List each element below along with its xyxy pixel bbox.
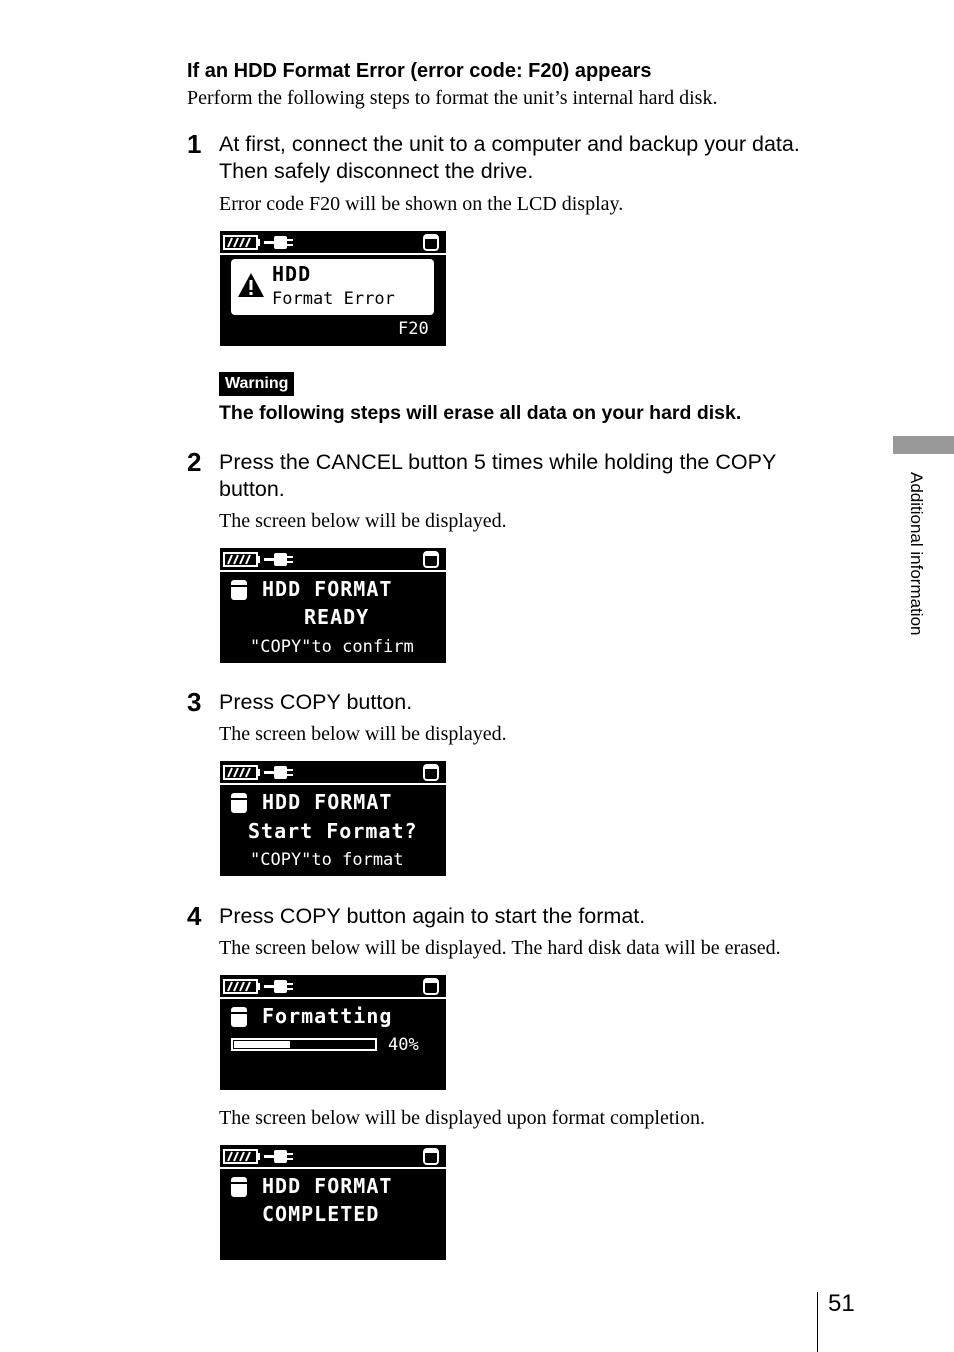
warning-badge: Warning: [219, 372, 294, 396]
lcd-divider: [220, 253, 446, 255]
warning-triangle-icon: [236, 271, 266, 299]
step-4-note: The screen below will be displayed. The hard disk data will be erased.: [219, 937, 781, 959]
lcd-error-line2: Format Error: [272, 289, 395, 309]
step-3-number: 3: [187, 687, 202, 717]
hdd-icon: [424, 552, 438, 567]
usb-plug-icon: [264, 980, 293, 993]
warning-text: The following steps will erase all data on your hard disk.: [219, 402, 742, 424]
hdd-icon: [230, 792, 248, 814]
lcd-ready-line3: "COPY"to confirm: [250, 637, 414, 657]
hdd-icon: [424, 765, 438, 780]
hdd-icon: [230, 579, 248, 601]
lcd-status-bar: [220, 1145, 446, 1167]
battery-icon: [224, 236, 260, 249]
page-number-rule: [817, 1292, 818, 1352]
hdd-icon: [424, 1149, 438, 1164]
lcd-divider: [220, 783, 446, 785]
lcd-completed-line1: HDD FORMAT: [262, 1174, 393, 1198]
step-2-line1: Press the CANCEL button 5 times while holding the COPY: [219, 450, 777, 474]
hdd-icon: [230, 1006, 248, 1028]
section-tab-marker: [893, 436, 954, 454]
lcd-status-bar: [220, 548, 446, 570]
step-4-line1: Press COPY button again to start the format.: [219, 904, 646, 928]
section-side-label: Additional information: [907, 472, 926, 636]
lcd-screen-formatting: [220, 975, 446, 1090]
hdd-icon: [230, 1176, 248, 1198]
lcd-divider: [220, 1167, 446, 1169]
lcd-divider: [220, 997, 446, 999]
section-title: If an HDD Format Error (error code: F20) appears: [187, 60, 652, 82]
lcd-screen-error: [220, 231, 446, 346]
section-intro: Perform the following steps to format the unit’s internal hard disk.: [187, 87, 718, 109]
lcd-screen-start-format: [220, 761, 446, 876]
step-2-number: 2: [187, 447, 202, 477]
hdd-icon: [424, 235, 438, 250]
lcd-formatting-line1: Formatting: [262, 1004, 393, 1028]
lcd-ready-line2: READY: [304, 605, 370, 629]
lcd-screen-completed: [220, 1145, 446, 1260]
battery-icon: [224, 1150, 260, 1163]
page-number: 51: [828, 1290, 855, 1317]
lcd-error-code: F20: [398, 319, 429, 339]
step-2-line2: button.: [219, 477, 285, 501]
battery-icon: [224, 553, 260, 566]
usb-plug-icon: [264, 1150, 293, 1163]
step-1-number: 1: [187, 129, 202, 159]
step-1-note: Error code F20 will be shown on the LCD display.: [219, 193, 624, 215]
step-1-line1: At first, connect the unit to a computer and backup your data.: [219, 132, 800, 156]
usb-plug-icon: [264, 236, 293, 249]
format-progress-fill: [234, 1041, 290, 1048]
hdd-icon: [424, 979, 438, 994]
lcd-divider: [220, 570, 446, 572]
step-3-line1: Press COPY button.: [219, 690, 413, 714]
step-3-note: The screen below will be displayed.: [219, 723, 507, 745]
step-2-text: [219, 449, 776, 503]
lcd-start-line2: Start Format?: [248, 819, 418, 843]
battery-icon: [224, 980, 260, 993]
battery-icon: [224, 766, 260, 779]
lcd-error-line1: HDD: [272, 262, 312, 286]
lcd-screen-ready: [220, 548, 446, 663]
step-4-number: 4: [187, 901, 202, 931]
usb-plug-icon: [264, 553, 293, 566]
lcd-start-line3: "COPY"to format: [250, 850, 404, 870]
lcd-status-bar: [220, 231, 446, 253]
usb-plug-icon: [264, 766, 293, 779]
lcd-status-bar: [220, 761, 446, 783]
step-1-text: [219, 131, 800, 185]
lcd-ready-line1: HDD FORMAT: [262, 577, 393, 601]
step-2-note: The screen below will be displayed.: [219, 510, 507, 532]
step-4-note-2: The screen below will be displayed upon format completion.: [219, 1107, 705, 1129]
lcd-status-bar: [220, 975, 446, 997]
step-1-line2: Then safely disconnect the drive.: [219, 159, 534, 183]
lcd-formatting-percent: 40%: [388, 1035, 419, 1055]
lcd-completed-line2: COMPLETED: [262, 1202, 380, 1226]
format-progress-bar: [231, 1038, 377, 1051]
lcd-start-line1: HDD FORMAT: [262, 790, 393, 814]
